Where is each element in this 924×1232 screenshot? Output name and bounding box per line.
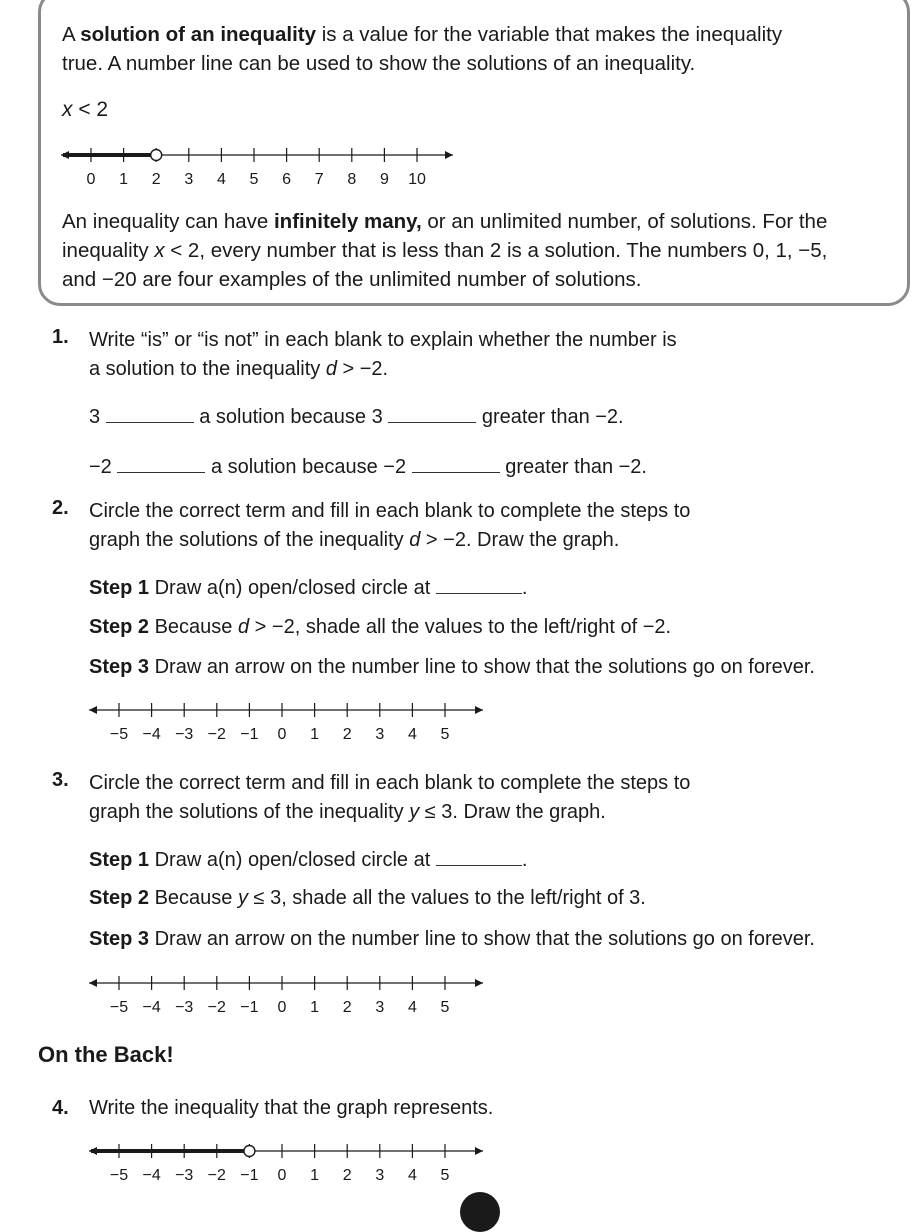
answer-blank-1a[interactable] xyxy=(106,404,194,423)
tick-label: 4 xyxy=(216,171,226,188)
left-arrow-icon xyxy=(89,706,97,714)
tick-label: −4 xyxy=(142,726,161,743)
tick-label: −1 xyxy=(240,1167,259,1184)
tick-label: 5 xyxy=(440,1167,450,1184)
answer-blank-1b[interactable] xyxy=(388,404,476,423)
tick-label: 7 xyxy=(314,171,324,188)
definition-paragraph: A solution of an inequality is a value for the variable that makes the inequality true. A number line can be used to show the solutions of an inequality. xyxy=(62,23,783,75)
open-circle-marker xyxy=(244,1146,255,1157)
question-4-number: 4. xyxy=(52,1097,69,1119)
tick-label: 5 xyxy=(440,999,450,1016)
right-arrow-icon xyxy=(475,1147,483,1155)
tick-label: 8 xyxy=(347,171,357,188)
tick-label: 5 xyxy=(440,726,450,743)
tick-label: 4 xyxy=(407,1167,417,1184)
page-corner-marker xyxy=(460,1192,500,1232)
tick-label: 5 xyxy=(249,171,259,188)
tick-label: −3 xyxy=(175,1167,194,1184)
tick-label: 3 xyxy=(184,171,194,188)
answer-blank-q2-step1[interactable] xyxy=(436,575,522,594)
question-2-step-1: Step 1 Draw a(n) open/closed circle at . xyxy=(89,577,528,599)
question-3-step-3: Step 3 Draw an arrow on the number line to show that the solutions go on forever. xyxy=(89,928,815,950)
tick-label: −4 xyxy=(142,1167,161,1184)
right-arrow-icon xyxy=(475,979,483,987)
answer-blank-q3-step1[interactable] xyxy=(436,847,522,866)
tick-label: −2 xyxy=(207,1167,226,1184)
answer-blank-2a[interactable] xyxy=(117,454,205,473)
infinite-solutions-paragraph: An inequality can have infinitely many, or an unlimited number, of solutions. For the inequality x < 2, every number that is less than 2 is a solution. The numbers 0, 1, −5, and −20 are four examples of the unlimited number of solutions. xyxy=(62,210,828,291)
question-4-number-line xyxy=(85,1136,495,1191)
question-3-step-1: Step 1 Draw a(n) open/closed circle at . xyxy=(89,849,528,871)
question-2-prompt: Circle the correct term and fill in each blank to complete the steps to graph the solutions of the inequality d > −2. Draw the graph. xyxy=(89,500,691,551)
tick-label: 10 xyxy=(408,171,426,188)
open-circle-marker xyxy=(151,150,162,161)
example-inequality: x < 2 xyxy=(62,98,109,121)
question-3-number-line[interactable] xyxy=(85,968,495,1023)
tick-label: 3 xyxy=(375,726,385,743)
question-2-number: 2. xyxy=(52,497,69,519)
answer-blank-2b[interactable] xyxy=(412,454,500,473)
tick-label: 3 xyxy=(375,1167,385,1184)
example-number-line xyxy=(55,140,475,195)
tick-label: −3 xyxy=(175,999,194,1016)
tick-label: 0 xyxy=(86,171,96,188)
tick-label: 1 xyxy=(119,171,129,188)
tick-label: 2 xyxy=(151,171,161,188)
tick-label: −5 xyxy=(109,726,129,743)
tick-label: −3 xyxy=(175,726,194,743)
question-1-number: 1. xyxy=(52,326,69,348)
tick-label: 2 xyxy=(342,1167,352,1184)
tick-label: 0 xyxy=(277,999,287,1016)
tick-label: 1 xyxy=(310,726,320,743)
tick-label: 0 xyxy=(277,726,287,743)
question-4-prompt: Write the inequality that the graph represents. xyxy=(89,1097,494,1119)
on-the-back-heading: On the Back! xyxy=(38,1042,174,1067)
question-1-row-2: −2 a solution because −2 greater than −2. xyxy=(89,456,647,478)
question-2-step-3: Step 3 Draw an arrow on the number line to show that the solutions go on forever. xyxy=(89,656,815,678)
tick-label: 9 xyxy=(379,171,389,188)
tick-label: −4 xyxy=(142,999,161,1016)
question-3-step-2: Step 2 Because y ≤ 3, shade all the values to the left/right of 3. xyxy=(89,887,646,909)
tick-label: 2 xyxy=(342,726,352,743)
tick-label: −5 xyxy=(109,999,129,1016)
tick-label: 0 xyxy=(277,1167,287,1184)
question-2-number-line[interactable] xyxy=(85,695,495,750)
left-arrow-icon xyxy=(89,979,97,987)
tick-label: −2 xyxy=(207,999,226,1016)
question-3-number: 3. xyxy=(52,769,69,791)
question-3-prompt: Circle the correct term and fill in each blank to complete the steps to graph the solutions of the inequality y ≤ 3. Draw the graph. xyxy=(89,772,691,823)
tick-label: 3 xyxy=(375,999,385,1016)
question-1-row-1: 3 a solution because 3 greater than −2. xyxy=(89,406,624,428)
tick-label: 4 xyxy=(407,999,417,1016)
tick-label: −1 xyxy=(240,999,259,1016)
tick-label: 4 xyxy=(407,726,417,743)
tick-label: 6 xyxy=(282,171,292,188)
tick-label: 1 xyxy=(310,1167,320,1184)
right-arrow-icon xyxy=(445,151,453,159)
tick-label: 2 xyxy=(342,999,352,1016)
question-1-prompt: Write “is” or “is not” in each blank to explain whether the number is a solution to the inequality d > −2. xyxy=(89,329,677,380)
tick-label: 1 xyxy=(310,999,320,1016)
right-arrow-icon xyxy=(475,706,483,714)
tick-label: −1 xyxy=(240,726,259,743)
tick-label: −5 xyxy=(109,1167,129,1184)
tick-label: −2 xyxy=(207,726,226,743)
question-2-step-2: Step 2 Because d > −2, shade all the values to the left/right of −2. xyxy=(89,616,672,638)
